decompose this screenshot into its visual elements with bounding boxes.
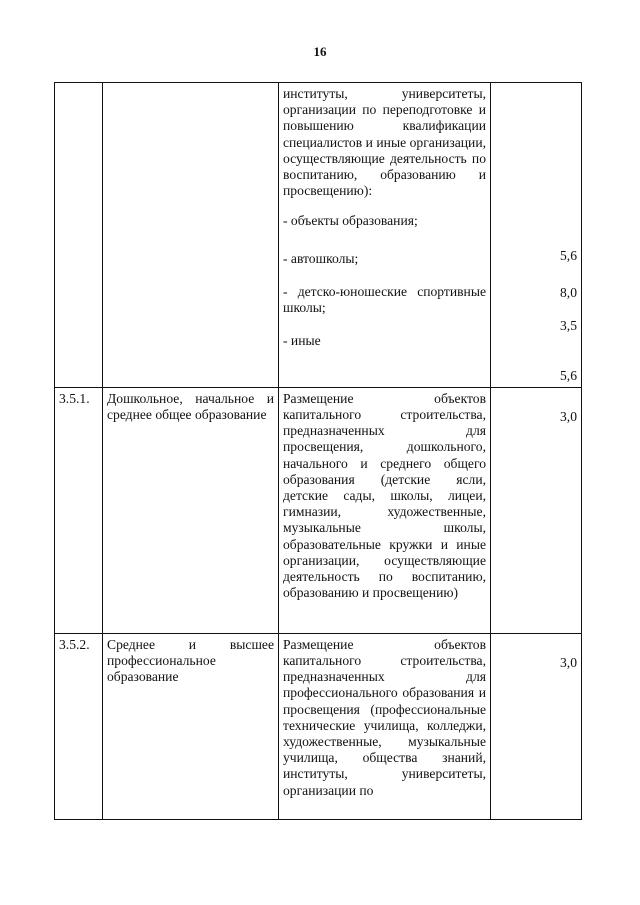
row-value-cell: [491, 387, 582, 633]
row-code-cell: 3.5.2.: [55, 633, 103, 819]
row-code-cell: 3.5.1.: [55, 387, 103, 633]
list-item-label: - автошколы;: [283, 250, 359, 266]
row-description: Размещение объектов капитального строительства, предназначенных для профессионального образования и просвещения (профессиональные технические училища, колледжи, художественные, музыкальные училища, общества знаний, институты, университеты, организации по: [283, 636, 486, 798]
table-row: [55, 387, 582, 633]
row-value: 3,0: [560, 654, 577, 670]
list-item-label: - детско-юношеские спортивные школы;: [283, 283, 486, 316]
row-description-cell: [279, 633, 491, 819]
row-description: институты, университеты, организации по переподготовке и повышению квалификации специалистов и иные организации, осуществляющие деятельность по воспитанию, образованию и просвещению):: [283, 86, 486, 199]
table-row: [55, 633, 582, 819]
classification-table: [54, 82, 582, 820]
list-item-label: - иные: [283, 333, 321, 349]
row-name-cell: Дошкольное, начальное и среднее общее образование: [103, 387, 279, 633]
row-value: 3,0: [560, 408, 577, 424]
row-name-cell: Среднее и высшее профессиональное образование: [103, 633, 279, 819]
row-value-cell: [491, 83, 582, 388]
row-description: Размещение объектов капитального строительства, предназначенных для просвещения, дошкольного, начального и среднего общего образования (детские ясли, детские сады, школы, лицеи, гимназии, художественные, музыкальные школы, образовательные кружки и иные организации, осуществляющие деятельность по воспитанию, образованию и просвещению): [283, 390, 486, 601]
list-item-value: 5,6: [560, 248, 577, 263]
list-item-value: 8,0: [560, 285, 577, 301]
list-item-value: 3,5: [560, 318, 577, 334]
row-value-cell: [491, 633, 582, 819]
page-number: 16: [313, 44, 327, 59]
row-name-cell: [103, 83, 279, 388]
list-item-value: 5,6: [560, 367, 577, 383]
row-description-cell: [279, 387, 491, 633]
table-row: [55, 83, 582, 388]
list-item-label: - объекты образования;: [283, 213, 418, 229]
row-code-cell: [55, 83, 103, 388]
row-description-cell: [279, 83, 491, 388]
